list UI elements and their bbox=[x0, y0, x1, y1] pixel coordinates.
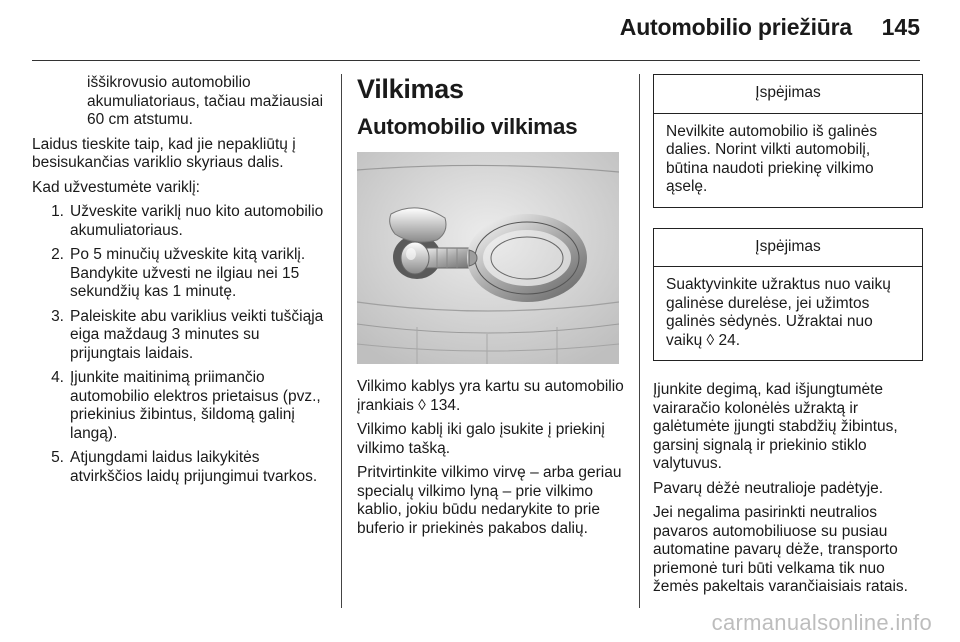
step-text: Užveskite variklį nuo kito automobilio akumuliatoriaus. bbox=[70, 203, 324, 239]
list-item bbox=[32, 449, 328, 486]
step-text: Paleiskite abu variklius veikti tuščiąja eiga maždaug 3 minutes su prijungtais laidais. bbox=[70, 307, 324, 362]
middle-column bbox=[357, 74, 625, 544]
rope-attach-paragraph: Pritvirtinkite vilkimo virvę – arba geriau specialų vilkimo lyną – prie vilkimo kablio, jokiu būdu nedarykite to prie buferio ir priekinės pakabos dalių. bbox=[357, 464, 622, 537]
warning-text: Nevilkite automobilio iš galinės dalies. Norint vilkti automobilį, būtina naudoti priekinę vilkimo ąselę. bbox=[666, 122, 878, 195]
step-text: Po 5 minučių užveskite kitą variklį. Bandykite užvesti ne ilgiau nei 15 sekundžių kas 1 minutę. bbox=[70, 246, 306, 300]
header-divider bbox=[32, 60, 920, 61]
step-number: 5. bbox=[51, 449, 64, 466]
warning-heading: Įspėjimas bbox=[654, 75, 922, 114]
list-item bbox=[32, 369, 328, 443]
ignition-paragraph: Įjunkite degimą, kad išjungtumėte vairaračio kolonėlės užraktą ir galėtumėte įjungti stabdžių žibintus, garsinį signalą ir priekinio stiklo valytuvus. bbox=[653, 381, 898, 472]
page-header bbox=[0, 14, 920, 50]
hook-install-paragraph: Vilkimo kablį iki galo įsukite į priekinį vilkimo tašką. bbox=[357, 421, 605, 457]
right-column bbox=[653, 74, 923, 603]
step-number: 1. bbox=[51, 203, 64, 220]
section-subtitle: Automobilio vilkimas bbox=[357, 114, 578, 139]
section-title: Vilkimas bbox=[357, 74, 464, 104]
step-number: 4. bbox=[51, 369, 64, 386]
page-title: Automobilio priežiūra bbox=[619, 14, 852, 40]
towing-eye-illustration bbox=[357, 152, 619, 364]
warning-text: Suaktyvinkite užraktus nuo vaikų galinėse durelėse, jei užimtos galinės sėdynės. Užraktai nuo vaikų ◊ 24. bbox=[666, 276, 891, 349]
column-divider-1 bbox=[341, 74, 342, 608]
step-text: Atjungdami laidus laikykitės atvirkščios laidų prijungimui tvarkos. bbox=[70, 449, 318, 485]
hook-location-paragraph: Vilkimo kablys yra kartu su automobilio įrankiais ◊ 134. bbox=[357, 378, 624, 414]
warning-box bbox=[653, 74, 923, 208]
page-number: 145 bbox=[881, 14, 920, 40]
step-text: Įjunkite maitinimą priimančio automobilio elektros prietaisus (pvz., priekinius žibintus, šildomą galinį langą). bbox=[70, 369, 321, 442]
left-column bbox=[32, 74, 328, 492]
semi-automatic-paragraph: Jei negalima pasirinkti neutralios pavaros automobiliuose su pusiau automatine pavarų dėže, transporto priemonė turi būti velkama tik nuo žemės pakeltais varančiaisiais ratais. bbox=[653, 504, 908, 595]
neutral-paragraph: Pavarų dėžė neutralioje padėtyje. bbox=[653, 479, 884, 497]
start-steps-list bbox=[32, 203, 328, 486]
start-intro-paragraph: Kad užvestumėte variklį: bbox=[32, 178, 200, 196]
column-divider-2 bbox=[639, 74, 640, 608]
step-number: 3. bbox=[51, 307, 64, 325]
step-number: 2. bbox=[51, 246, 64, 263]
list-item bbox=[32, 308, 328, 364]
list-item bbox=[32, 203, 328, 240]
list-item bbox=[32, 246, 328, 302]
cable-routing-paragraph: Laidus tieskite taip, kad jie nepakliūtų į besisukančias variklio skyriaus dalis. bbox=[32, 135, 296, 171]
warning-heading: Įspėjimas bbox=[654, 229, 922, 268]
watermark: carmanualsonline.info bbox=[711, 610, 932, 635]
towing-eye-figure bbox=[357, 152, 619, 364]
continuation-text: iššikrovusio automobilio akumuliatoriaus, tačiau mažiausiai 60 cm atstumu. bbox=[87, 74, 324, 128]
warning-box bbox=[653, 228, 923, 362]
